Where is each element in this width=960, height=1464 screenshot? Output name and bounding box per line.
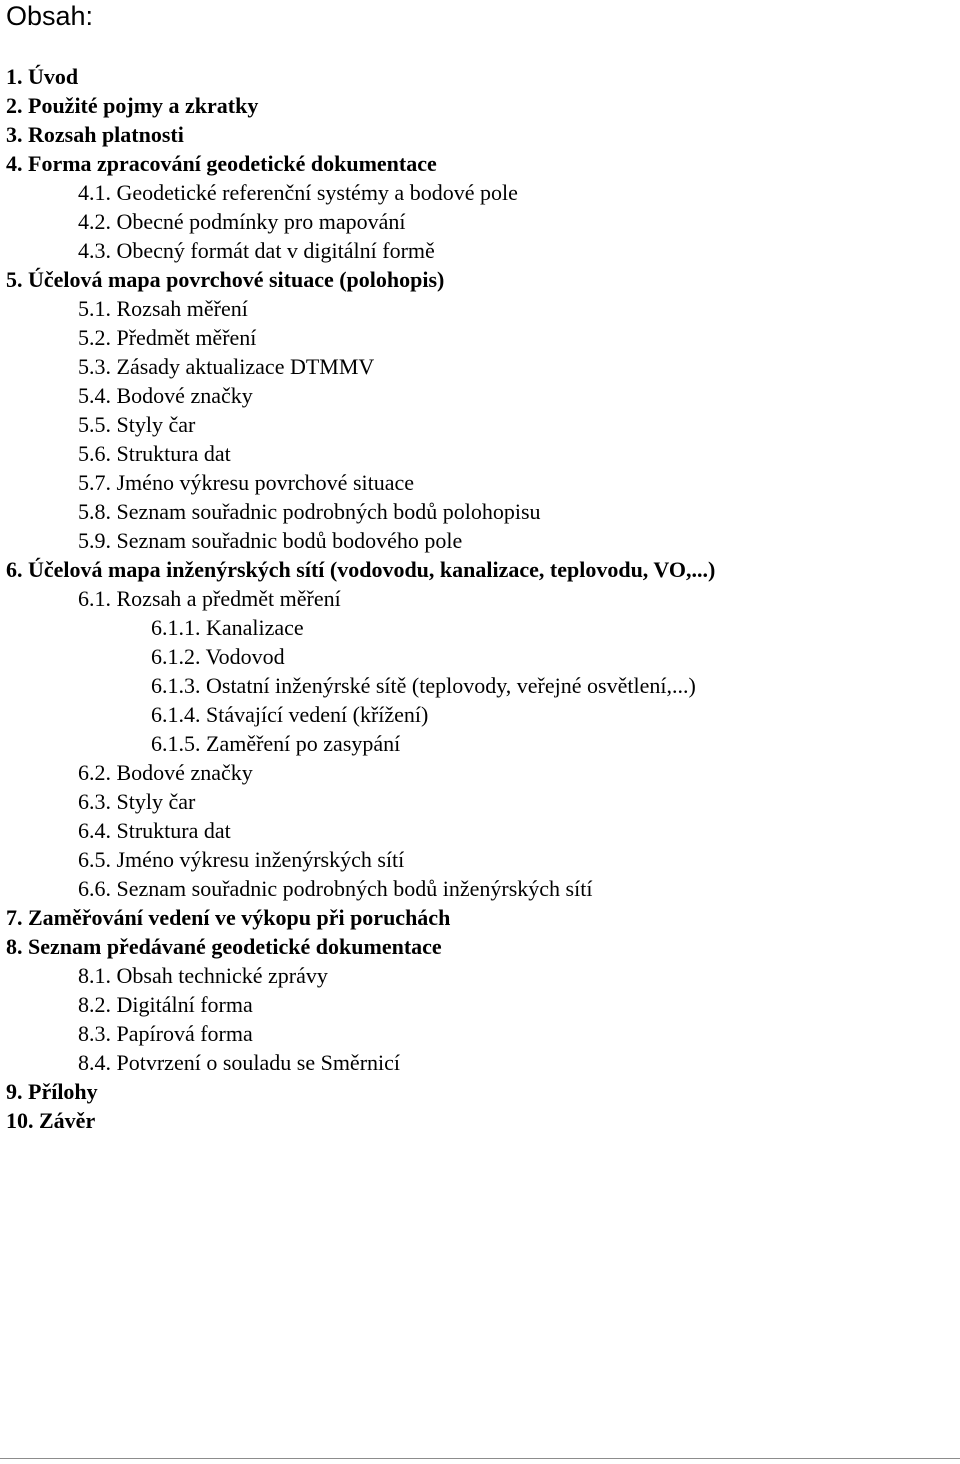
toc-entry: 5.8. Seznam souřadnic podrobných bodů polohopisu bbox=[78, 499, 541, 524]
toc-entry: 8.1. Obsah technické zprávy bbox=[78, 963, 328, 988]
toc-entry: 6.1.5. Zaměření po zasypání bbox=[151, 731, 401, 756]
toc-entry: 5.4. Bodové značky bbox=[78, 383, 253, 408]
toc-entry: 5.2. Předmět měření bbox=[78, 325, 257, 350]
toc-entry: 4.1. Geodetické referenční systémy a bodové pole bbox=[78, 180, 518, 205]
toc-entry: 6.1.2. Vodovod bbox=[151, 644, 285, 669]
toc-entry: 6.4. Struktura dat bbox=[78, 818, 231, 843]
toc-entry: 6.1.3. Ostatní inženýrské sítě (teplovody, veřejné osvětlení,...) bbox=[151, 673, 696, 698]
toc-entry: 5.9. Seznam souřadnic bodů bodového pole bbox=[78, 528, 463, 553]
toc-entry: 9. Přílohy bbox=[6, 1079, 98, 1104]
toc-entry: 10. Závěr bbox=[6, 1108, 96, 1133]
toc-entry: 2. Použité pojmy a zkratky bbox=[6, 93, 259, 118]
toc-entry: 6.6. Seznam souřadnic podrobných bodů inženýrských sítí bbox=[78, 876, 593, 901]
toc-entry: 6.5. Jméno výkresu inženýrských sítí bbox=[78, 847, 405, 872]
toc-entry: 4. Forma zpracování geodetické dokumentace bbox=[6, 151, 437, 176]
toc-entry: 7. Zaměřování vedení ve výkopu při poruchách bbox=[6, 905, 451, 930]
toc-entry: 3. Rozsah platnosti bbox=[6, 122, 184, 147]
toc-entry: 8.2. Digitální forma bbox=[78, 992, 253, 1017]
toc-entry: 5.6. Struktura dat bbox=[78, 441, 231, 466]
toc-entry: 8.3. Papírová forma bbox=[78, 1021, 253, 1046]
toc-entry: 6.1.4. Stávající vedení (křížení) bbox=[151, 702, 429, 727]
page-title: Obsah: bbox=[6, 1, 94, 31]
toc-entry: 4.3. Obecný formát dat v digitální formě bbox=[78, 238, 435, 263]
toc-entry: 8.4. Potvrzení o souladu se Směrnicí bbox=[78, 1050, 401, 1075]
toc-entry: 6.1. Rozsah a předmět měření bbox=[78, 586, 341, 611]
toc-entry: 5.5. Styly čar bbox=[78, 412, 196, 437]
toc-entry: 5.1. Rozsah měření bbox=[78, 296, 248, 321]
toc-entry: 6.3. Styly čar bbox=[78, 789, 196, 814]
toc-entry: 5.7. Jméno výkresu povrchové situace bbox=[78, 470, 415, 495]
toc-entry: 8. Seznam předávané geodetické dokumentace bbox=[6, 934, 442, 959]
toc-entry: 6. Účelová mapa inženýrských sítí (vodovodu, kanalizace, teplovodu, VO,...) bbox=[6, 557, 716, 582]
toc-entry: 4.2. Obecné podmínky pro mapování bbox=[78, 209, 406, 234]
bottom-divider bbox=[0, 1458, 960, 1459]
toc-entry: 6.2. Bodové značky bbox=[78, 760, 253, 785]
toc-entry: 6.1.1. Kanalizace bbox=[151, 615, 304, 640]
toc-entry: 1. Úvod bbox=[6, 64, 79, 89]
toc-entry: 5. Účelová mapa povrchové situace (polohopis) bbox=[6, 267, 445, 292]
table-of-contents bbox=[0, 62, 715, 1135]
toc-entry: 5.3. Zásady aktualizace DTMMV bbox=[78, 354, 375, 379]
